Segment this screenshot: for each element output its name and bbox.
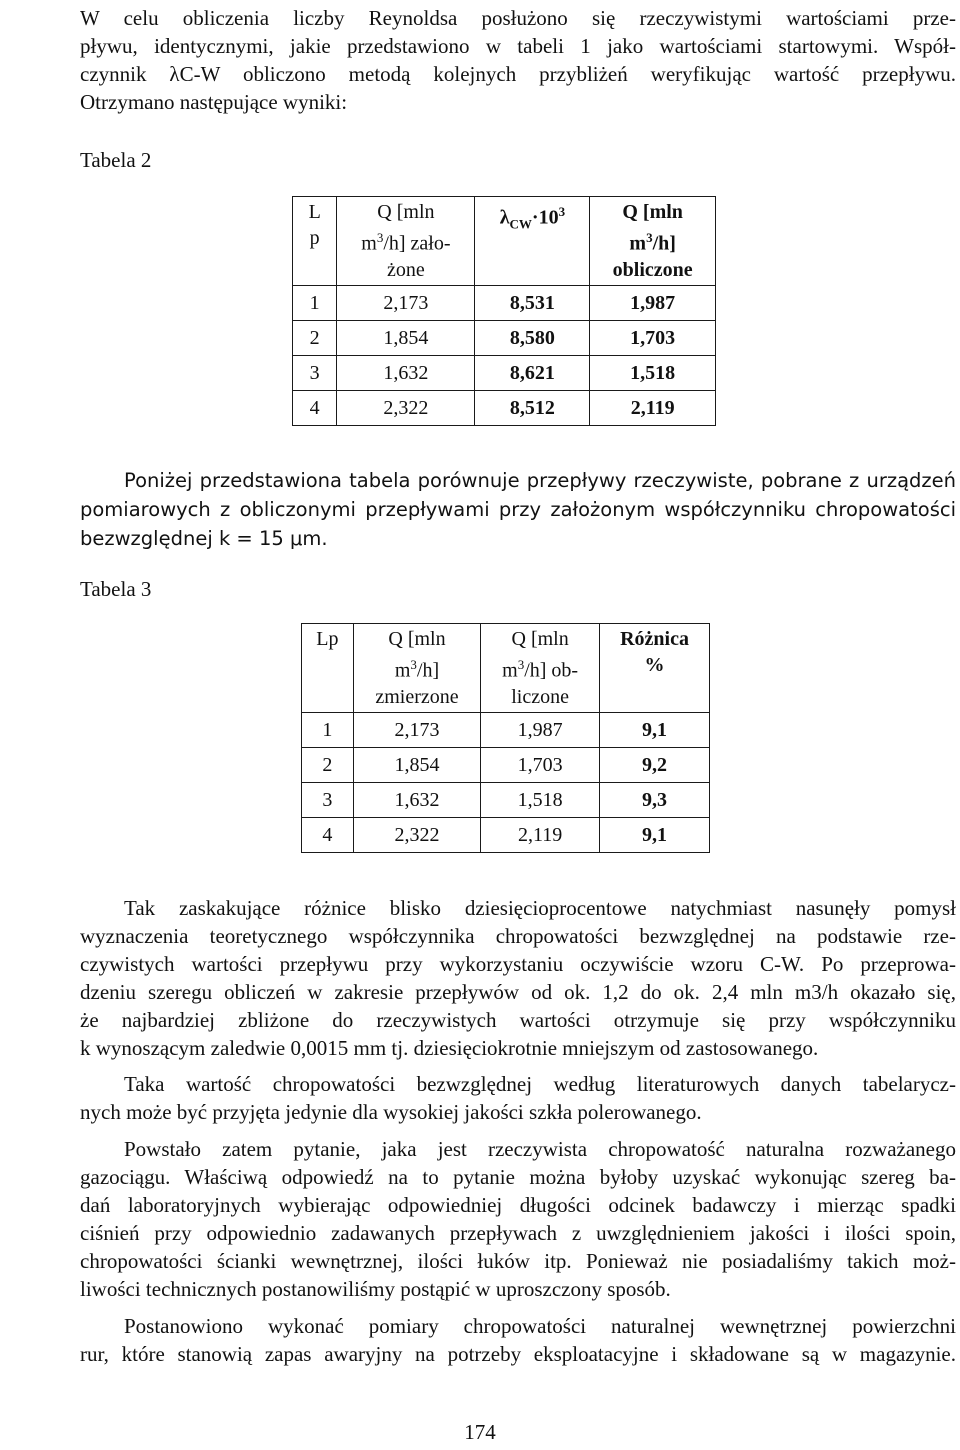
body-paragraph-2	[80, 1070, 956, 1126]
table-row	[293, 355, 716, 390]
page-number: 174	[464, 1420, 496, 1444]
table-cell: 1,987	[590, 285, 716, 320]
table-cell: 3	[293, 355, 337, 390]
middle-line: bezwzględnej k = 15 μm.	[80, 527, 328, 550]
table-cell: 2,322	[353, 817, 480, 852]
body-paragraph-3	[80, 1135, 956, 1303]
table-cell: 1,987	[481, 712, 600, 747]
table-cell: 1,632	[353, 782, 480, 817]
table-cell: 2,173	[337, 285, 475, 320]
body-line: rur, które stanowią zapas awaryjny na potrzeby eksploatacyjne i składowane są w magazynie.	[80, 1342, 956, 1366]
intro-paragraph	[80, 4, 956, 116]
body-line: dzeniu szeregu obliczeń w zakresie przepływów od ok. 1,2 do ok. 2,4 mln m3/h okazało się,	[80, 980, 956, 1004]
body-line: że najbardziej zbliżone do rzeczywistych wartości otrzymuje się przy współczynniku	[80, 1008, 956, 1032]
table3	[301, 623, 710, 853]
body-line: Powstało zatem pytanie, jaka jest rzeczywista chropowatość naturalna rozważanego	[124, 1137, 956, 1161]
table-header-cell: Q [mln $m^3/h$] ob- liczone	[481, 624, 600, 713]
table-cell: 8,580	[475, 320, 590, 355]
table-cell: 1,854	[337, 320, 475, 355]
table-header-cell: L p	[293, 197, 337, 286]
table2	[292, 196, 716, 426]
table-cell: 2	[302, 747, 354, 782]
table-cell: 1	[302, 712, 354, 747]
table-cell: 4	[293, 390, 337, 425]
table-header-cell: Q [mln $m^3/h$] obliczone	[590, 197, 716, 286]
table-header-cell: Różnica %	[600, 624, 710, 713]
table-cell: 8,531	[475, 285, 590, 320]
table-row	[293, 285, 716, 320]
body-line: Taka wartość chropowatości bezwzględnej według literaturowych danych tabelarycz-	[124, 1072, 956, 1096]
table-header-cell: $\lambda_{CW}\cdot 10^3$	[475, 197, 590, 286]
table-header-cell: Lp	[302, 624, 354, 713]
middle-paragraph	[80, 466, 956, 553]
table3-label: Tabela 3	[80, 577, 152, 601]
table-cell: 1,703	[481, 747, 600, 782]
table-row	[302, 747, 710, 782]
table-cell: 8,512	[475, 390, 590, 425]
table-row	[302, 712, 710, 747]
table-row	[293, 320, 716, 355]
table-cell: 1,518	[590, 355, 716, 390]
body-line: gazociągu. Właściwą odpowiedź na to pytanie można byłoby uzyskać wykonując szereg ba-	[80, 1165, 956, 1189]
body-line: nych może być przyjęta jedynie dla wysokiej jakości szkła polerowanego.	[80, 1100, 702, 1124]
table-header-cell: Q [mln $m^3/h$] zało- żone	[337, 197, 475, 286]
table-cell: 1,518	[481, 782, 600, 817]
table-cell: 4	[302, 817, 354, 852]
table-cell: 2,119	[590, 390, 716, 425]
table-header-row	[293, 197, 716, 286]
table-cell: 9,1	[600, 712, 710, 747]
intro-line: W celu obliczenia liczby Reynoldsa posłużono się rzeczywistymi wartościami prze-	[80, 6, 956, 30]
table-cell: 2,173	[353, 712, 480, 747]
body-line: dań laboratoryjnych wybierając odpowiedniej długości odcinek badawczy i mierząc spadki	[80, 1193, 956, 1217]
table-row	[302, 817, 710, 852]
table-cell: 9,1	[600, 817, 710, 852]
body-line: Tak zaskakujące różnice blisko dziesięcioprocentowe natychmiast nasunęły pomysł	[124, 896, 956, 920]
table-cell: 3	[302, 782, 354, 817]
table-cell: 1,632	[337, 355, 475, 390]
body-line: liwości technicznych postanowiliśmy postąpić w uproszczony sposób.	[80, 1277, 671, 1301]
body-line: Postanowiono wykonać pomiary chropowatości naturalnej wewnętrznej powierzchni	[124, 1314, 956, 1338]
intro-line: pływu, identycznymi, jakie przedstawiono w tabeli 1 jako wartościami startowymi. Współ-	[80, 34, 956, 58]
table-header-cell: Q [mln $m^3/h$] zmierzone	[353, 624, 480, 713]
intro-line: czynnik λC-W obliczono metodą kolejnych przybliżeń weryfikując wartość przepływu.	[80, 62, 956, 86]
table-cell: 8,621	[475, 355, 590, 390]
table-row	[293, 390, 716, 425]
table-cell: 1,854	[353, 747, 480, 782]
body-paragraph-1	[80, 894, 956, 1062]
table-cell: 2	[293, 320, 337, 355]
body-line: chropowatości ścianki wewnętrznej, ilości łuków itp. Ponieważ nie posiadaliśmy takich moż-	[80, 1249, 956, 1273]
body-line: ciśnień przy odpowiednio zadawanych przepływach z uwzględnieniem jakości i ilości spoin,	[80, 1221, 956, 1245]
body-line: czywistych wartości przepływu przy wykorzystaniu oczywiście wzoru C-W. Po przeprowa-	[80, 952, 956, 976]
table2-label: Tabela 2	[80, 148, 152, 172]
body-line: wyznaczenia teoretycznego współczynnika chropowatości bezwzględnej na podstawie rze-	[80, 924, 956, 948]
body-paragraph-4	[80, 1312, 956, 1368]
middle-line: Poniżej przedstawiona tabela porównuje przepływy rzeczywiste, pobrane z urządzeń	[124, 469, 956, 492]
table-cell: 1,703	[590, 320, 716, 355]
table-cell: 9,2	[600, 747, 710, 782]
table-cell: 2,322	[337, 390, 475, 425]
intro-line: Otrzymano następujące wyniki:	[80, 90, 348, 114]
middle-line: pomiarowych z obliczonymi przepływami przy założonym współczynniku chropowatości	[80, 498, 956, 521]
table-cell: 2,119	[481, 817, 600, 852]
table-row	[302, 782, 710, 817]
table-cell: 9,3	[600, 782, 710, 817]
table-cell: 1	[293, 285, 337, 320]
body-line: k wynoszącym zaledwie 0,0015 mm tj. dziesięciokrotnie mniejszym od zastosowanego.	[80, 1036, 819, 1060]
table-header-row	[302, 624, 710, 713]
